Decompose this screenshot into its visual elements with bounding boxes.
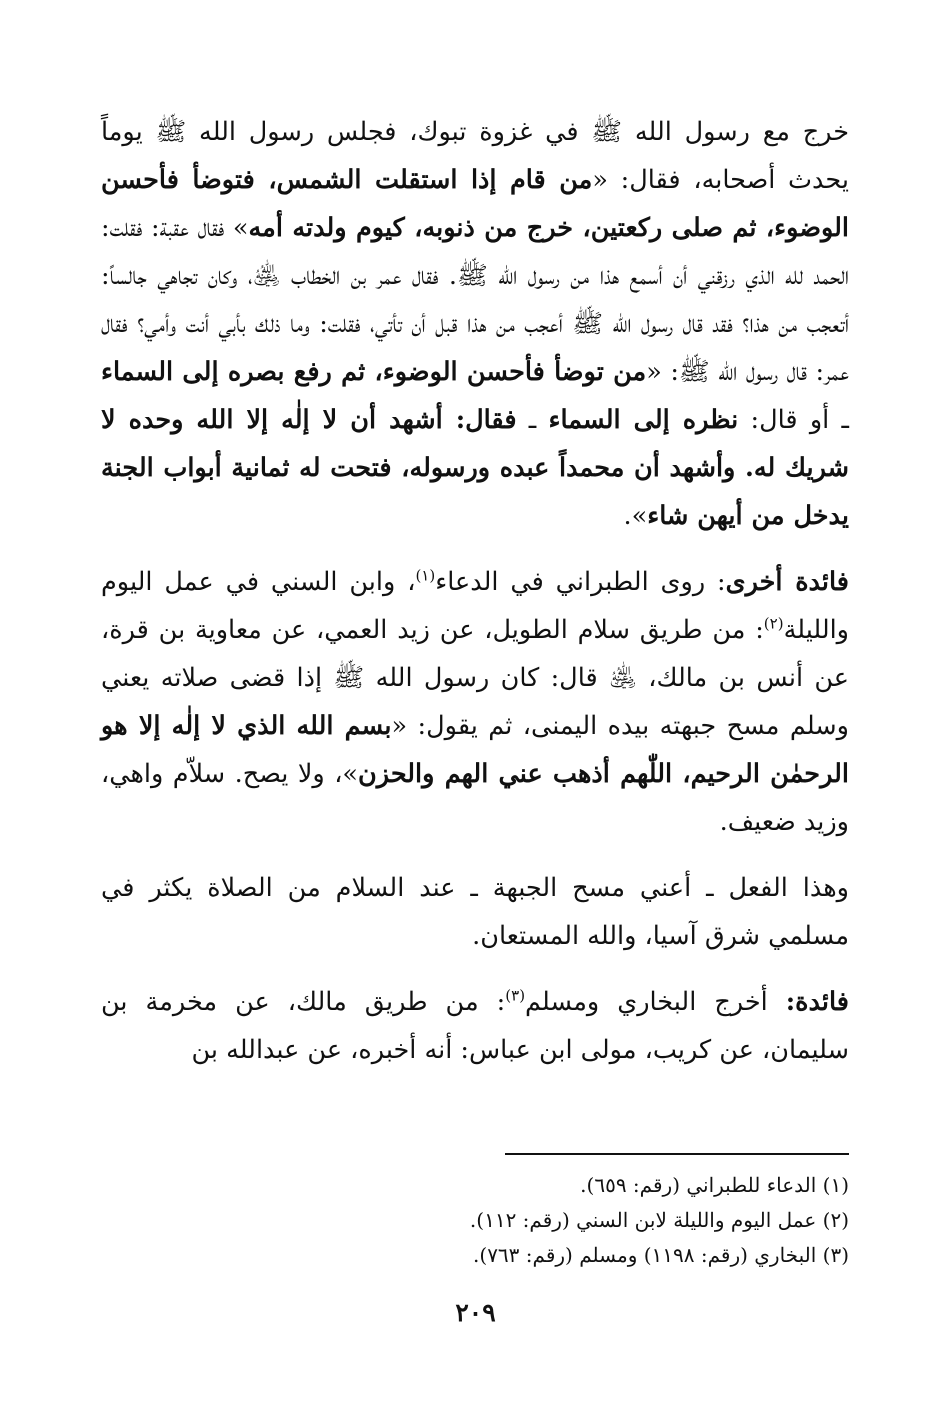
bold-dua-text: بسم الله الذي لا إلٰه إلا هو الرحمٰن الرحيم، اللّٰهم أذهب عني الهم والحزن [101,711,849,789]
text-segment: : روى الطبراني في الدعاء [435,567,726,597]
footnote-ref-3[interactable]: (٣) [505,986,526,1005]
paragraph-hadith-uqba [101,108,849,540]
bold-hadith-text: من توضأ فأحسن الوضوء، ثم رفع بصره إلى السماء [101,357,647,387]
page-number: ٢٠٩ [455,1298,496,1327]
paragraph-forehead-wiping [101,864,849,960]
text-segment: خرج مع رسول الله ﷺ في غزوة تبوك، فجلس رسول الله ﷺ يوماً يحدث أصحابه، فقال: « [101,117,849,195]
bold-hadith-text: من قام إذا استقلت الشمس، فتوضأ فأحسن الوضوء، ثم صلى ركعتين، خرج من ذنوبه، كيوم ولدته أمه [101,165,849,243]
footnote-ref-1[interactable]: (١) [415,566,436,585]
text-segment: أخرج البخاري ومسلم [525,987,786,1017]
bold-hadith-text: فقال: أشهد أن لا إلٰه إلا الله وحده لا شريك له. وأشهد أن محمداً عبده ورسوله، فتحت له ثمانية أبواب الجنة يدخل من أيهن شاء [101,405,849,531]
text-segment: ـ أو قال: [738,405,849,435]
text-segment: : من طريق سلام الطويل، عن زيد العمي، عن معاوية بن قرة، عن أنس بن مالك، ﵁ قال: كان رسول الله ﷺ إذا قضى صلاته يعني وسلم مسح جبهته بيده اليمنى، ثم يقول: « [101,615,849,741]
footnote-separator [505,1153,849,1155]
bold-hadith-text: نظره إلى السماء [548,405,739,435]
footnotes-list [101,1168,849,1273]
paragraph-faida-ukhra [101,558,849,846]
footnote-1: (١) الدعاء للطبراني (رقم: ٦٥٩). [580,1173,849,1197]
text-segment: » فقال عقبة: فقلت: الحمد لله الذي رزقني أن أسمع هذا من رسول الله ﷺ. فقال عمر بن الخطاب ﵁، وكان تجاهي جالساً: أتعجب من هذا؟ فقد قال رسول الله ﷺ أعجب من هذا قبل أن تأتي، فقلت: وما ذلك بأبي أنت وأمي؟ فقال عمر: قال رسول الله ﷺ: « [101,213,849,387]
paragraph-faida [101,978,849,1074]
text-segment: ـ [516,405,549,435]
section-label: فائدة أخرى [725,567,849,597]
text-segment: »، ولا يصح. سلاّم واهي، وزيد ضعيف. [101,759,849,837]
section-label: فائدة: [785,987,849,1017]
footnote-3: (٣) البخاري (رقم: ١١٩٨) ومسلم (رقم: ٧٦٣). [473,1243,849,1267]
text-segment: : من طريق مالك، عن مخرمة بن سليمان، عن كريب، مولى ابن عباس: أنه أخبره، عن عبدالله بن [101,987,849,1065]
text-segment: وهذا الفعل ـ أعني مسح الجبهة ـ عند السلام من الصلاة يكثر في مسلمي شرق آسيا، والله المستعان. [101,873,849,951]
footnote-2: (٢) عمل اليوم والليلة لابن السني (رقم: ١١٢). [469,1208,849,1232]
text-segment: ». [623,501,648,531]
footnote-ref-2[interactable]: (٢) [763,614,784,633]
text-segment: ، وابن السني في عمل اليوم والليلة [101,567,849,645]
main-text [101,108,849,1074]
